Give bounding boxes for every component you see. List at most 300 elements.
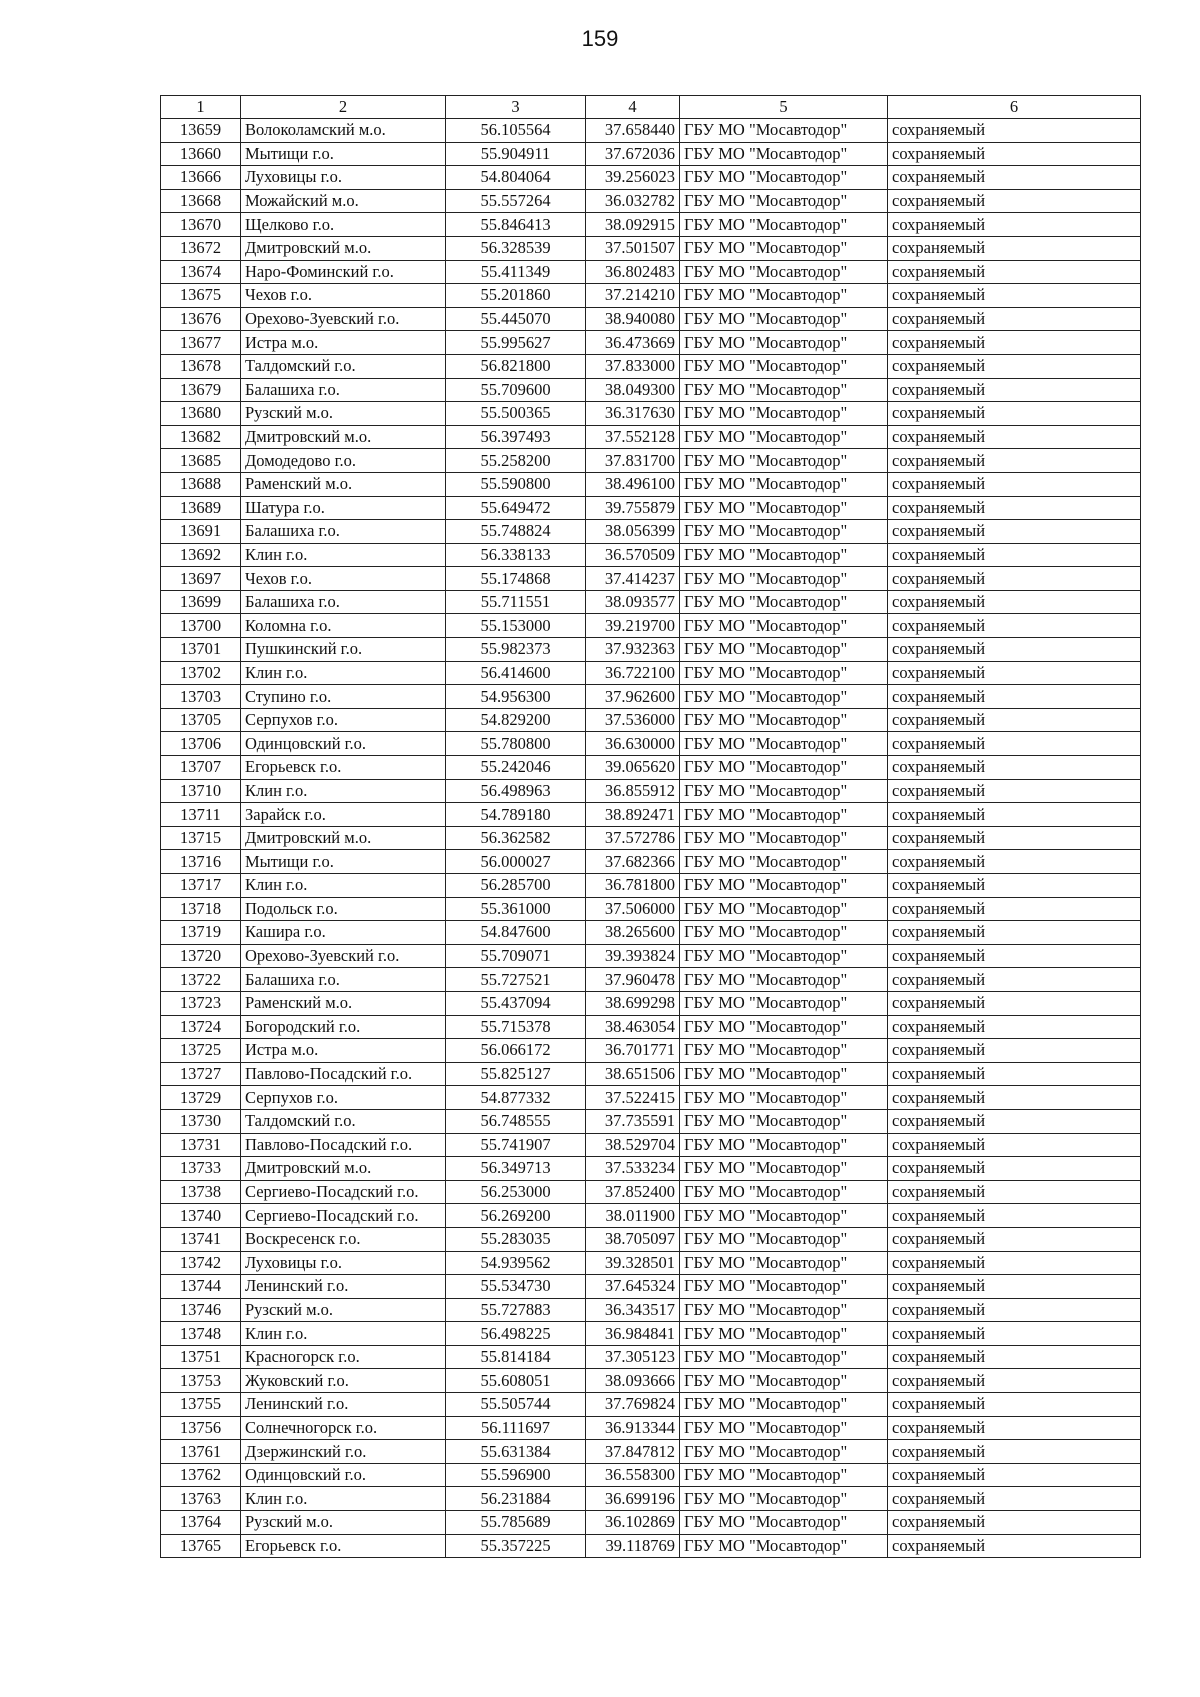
cell-latitude: 56.338133	[446, 543, 586, 567]
table-row	[161, 520, 1141, 544]
cell-organization: ГБУ МО "Мосавтодор"	[680, 1157, 888, 1181]
cell-status: сохраняемый	[888, 119, 1141, 143]
cell-organization: ГБУ МО "Мосавтодор"	[680, 1086, 888, 1110]
cell-municipality: Кашира г.о.	[241, 921, 446, 945]
cell-latitude: 55.505744	[446, 1393, 586, 1417]
cell-longitude: 38.265600	[586, 921, 680, 945]
cell-longitude: 37.672036	[586, 142, 680, 166]
cell-organization: ГБУ МО "Мосавтодор"	[680, 520, 888, 544]
cell-latitude: 54.847600	[446, 921, 586, 945]
cell-status: сохраняемый	[888, 425, 1141, 449]
cell-number: 13711	[161, 803, 241, 827]
cell-number: 13660	[161, 142, 241, 166]
cell-organization: ГБУ МО "Мосавтодор"	[680, 119, 888, 143]
table-header-row	[161, 96, 1141, 119]
cell-status: сохраняемый	[888, 1511, 1141, 1535]
cell-status: сохраняемый	[888, 614, 1141, 638]
cell-municipality: Талдомский г.о.	[241, 354, 446, 378]
column-header: 1	[161, 96, 241, 119]
cell-number: 13705	[161, 708, 241, 732]
cell-status: сохраняемый	[888, 520, 1141, 544]
cell-organization: ГБУ МО "Мосавтодор"	[680, 590, 888, 614]
cell-longitude: 39.393824	[586, 944, 680, 968]
cell-status: сохраняемый	[888, 1534, 1141, 1558]
table-row	[161, 1534, 1141, 1558]
cell-latitude: 56.349713	[446, 1157, 586, 1181]
cell-number: 13672	[161, 236, 241, 260]
cell-latitude: 56.253000	[446, 1180, 586, 1204]
cell-longitude: 36.630000	[586, 732, 680, 756]
cell-municipality: Рузский м.о.	[241, 1511, 446, 1535]
cell-status: сохраняемый	[888, 944, 1141, 968]
table-row	[161, 1109, 1141, 1133]
cell-longitude: 36.473669	[586, 331, 680, 355]
cell-municipality: Подольск г.о.	[241, 897, 446, 921]
cell-longitude: 36.781800	[586, 874, 680, 898]
cell-latitude: 55.411349	[446, 260, 586, 284]
table-row	[161, 567, 1141, 591]
cell-number: 13679	[161, 378, 241, 402]
cell-latitude: 55.785689	[446, 1511, 586, 1535]
cell-number: 13756	[161, 1416, 241, 1440]
cell-status: сохраняемый	[888, 213, 1141, 237]
cell-longitude: 38.092915	[586, 213, 680, 237]
cell-municipality: Клин г.о.	[241, 779, 446, 803]
cell-latitude: 56.285700	[446, 874, 586, 898]
table-row	[161, 732, 1141, 756]
table-row	[161, 543, 1141, 567]
cell-number: 13689	[161, 496, 241, 520]
cell-municipality: Жуковский г.о.	[241, 1369, 446, 1393]
cell-organization: ГБУ МО "Мосавтодор"	[680, 166, 888, 190]
cell-longitude: 38.496100	[586, 472, 680, 496]
table-row	[161, 1487, 1141, 1511]
cell-longitude: 36.102869	[586, 1511, 680, 1535]
cell-number: 13677	[161, 331, 241, 355]
cell-latitude: 55.361000	[446, 897, 586, 921]
cell-municipality: Луховицы г.о.	[241, 1251, 446, 1275]
table-row	[161, 378, 1141, 402]
cell-longitude: 38.011900	[586, 1204, 680, 1228]
cell-number: 13699	[161, 590, 241, 614]
cell-number: 13715	[161, 826, 241, 850]
cell-longitude: 38.529704	[586, 1133, 680, 1157]
table-row	[161, 449, 1141, 473]
cell-organization: ГБУ МО "Мосавтодор"	[680, 1015, 888, 1039]
table-row	[161, 803, 1141, 827]
cell-latitude: 55.590800	[446, 472, 586, 496]
cell-organization: ГБУ МО "Мосавтодор"	[680, 567, 888, 591]
cell-longitude: 36.558300	[586, 1463, 680, 1487]
cell-number: 13701	[161, 638, 241, 662]
cell-municipality: Балашиха г.о.	[241, 590, 446, 614]
cell-municipality: Чехов г.о.	[241, 567, 446, 591]
cell-longitude: 38.093577	[586, 590, 680, 614]
cell-latitude: 55.500365	[446, 402, 586, 426]
cell-organization: ГБУ МО "Мосавтодор"	[680, 1180, 888, 1204]
cell-municipality: Клин г.о.	[241, 874, 446, 898]
cell-latitude: 55.649472	[446, 496, 586, 520]
cell-latitude: 55.596900	[446, 1463, 586, 1487]
cell-status: сохраняемый	[888, 638, 1141, 662]
cell-organization: ГБУ МО "Мосавтодор"	[680, 1440, 888, 1464]
cell-number: 13724	[161, 1015, 241, 1039]
table-row	[161, 1393, 1141, 1417]
cell-latitude: 55.741907	[446, 1133, 586, 1157]
table-row	[161, 1463, 1141, 1487]
table-row	[161, 1180, 1141, 1204]
cell-municipality: Дзержинский г.о.	[241, 1440, 446, 1464]
table-row	[161, 1416, 1141, 1440]
cell-latitude: 55.995627	[446, 331, 586, 355]
cell-organization: ГБУ МО "Мосавтодор"	[680, 425, 888, 449]
cell-municipality: Балашиха г.о.	[241, 968, 446, 992]
cell-latitude: 56.397493	[446, 425, 586, 449]
cell-latitude: 56.269200	[446, 1204, 586, 1228]
cell-status: сохраняемый	[888, 236, 1141, 260]
cell-latitude: 55.242046	[446, 756, 586, 780]
cell-municipality: Дмитровский м.о.	[241, 425, 446, 449]
cell-latitude: 56.362582	[446, 826, 586, 850]
cell-status: сохраняемый	[888, 1015, 1141, 1039]
table-row	[161, 874, 1141, 898]
cell-municipality: Рузский м.о.	[241, 1298, 446, 1322]
cell-number: 13740	[161, 1204, 241, 1228]
cell-status: сохраняемый	[888, 1204, 1141, 1228]
cell-organization: ГБУ МО "Мосавтодор"	[680, 991, 888, 1015]
table-row	[161, 685, 1141, 709]
cell-longitude: 36.855912	[586, 779, 680, 803]
table-row	[161, 590, 1141, 614]
cell-organization: ГБУ МО "Мосавтодор"	[680, 921, 888, 945]
cell-organization: ГБУ МО "Мосавтодор"	[680, 213, 888, 237]
cell-status: сохраняемый	[888, 1322, 1141, 1346]
cell-longitude: 38.056399	[586, 520, 680, 544]
cell-number: 13765	[161, 1534, 241, 1558]
cell-latitude: 56.748555	[446, 1109, 586, 1133]
table-row	[161, 1511, 1141, 1535]
table-row	[161, 213, 1141, 237]
cell-latitude: 54.804064	[446, 166, 586, 190]
cell-longitude: 37.847812	[586, 1440, 680, 1464]
cell-status: сохраняемый	[888, 1275, 1141, 1299]
cell-organization: ГБУ МО "Мосавтодор"	[680, 378, 888, 402]
cell-municipality: Балашиха г.о.	[241, 520, 446, 544]
cell-organization: ГБУ МО "Мосавтодор"	[680, 944, 888, 968]
cell-status: сохраняемый	[888, 260, 1141, 284]
cell-longitude: 37.533234	[586, 1157, 680, 1181]
cell-longitude: 37.552128	[586, 425, 680, 449]
cell-organization: ГБУ МО "Мосавтодор"	[680, 1511, 888, 1535]
cell-number: 13697	[161, 567, 241, 591]
cell-number: 13741	[161, 1227, 241, 1251]
cell-municipality: Одинцовский г.о.	[241, 732, 446, 756]
cell-status: сохраняемый	[888, 1251, 1141, 1275]
cell-organization: ГБУ МО "Мосавтодор"	[680, 874, 888, 898]
cell-number: 13682	[161, 425, 241, 449]
cell-organization: ГБУ МО "Мосавтодор"	[680, 472, 888, 496]
cell-status: сохраняемый	[888, 1157, 1141, 1181]
cell-status: сохраняемый	[888, 449, 1141, 473]
cell-latitude: 56.105564	[446, 119, 586, 143]
cell-longitude: 36.984841	[586, 1322, 680, 1346]
cell-longitude: 39.219700	[586, 614, 680, 638]
cell-municipality: Ленинский г.о.	[241, 1275, 446, 1299]
cell-municipality: Орехово-Зуевский г.о.	[241, 307, 446, 331]
table-row	[161, 236, 1141, 260]
cell-municipality: Дмитровский м.о.	[241, 1157, 446, 1181]
cell-longitude: 37.735591	[586, 1109, 680, 1133]
cell-municipality: Шатура г.о.	[241, 496, 446, 520]
cell-latitude: 56.498963	[446, 779, 586, 803]
cell-status: сохраняемый	[888, 850, 1141, 874]
cell-latitude: 55.258200	[446, 449, 586, 473]
table-row	[161, 756, 1141, 780]
cell-number: 13764	[161, 1511, 241, 1535]
cell-latitude: 54.877332	[446, 1086, 586, 1110]
cell-longitude: 38.049300	[586, 378, 680, 402]
table-row	[161, 944, 1141, 968]
table-row	[161, 661, 1141, 685]
cell-longitude: 37.506000	[586, 897, 680, 921]
table-row	[161, 1086, 1141, 1110]
cell-municipality: Щелково г.о.	[241, 213, 446, 237]
cell-longitude: 37.305123	[586, 1345, 680, 1369]
cell-organization: ГБУ МО "Мосавтодор"	[680, 1322, 888, 1346]
cell-number: 13703	[161, 685, 241, 709]
cell-latitude: 55.557264	[446, 189, 586, 213]
cell-organization: ГБУ МО "Мосавтодор"	[680, 1487, 888, 1511]
table-row	[161, 1133, 1141, 1157]
table-row	[161, 425, 1141, 449]
cell-status: сохраняемый	[888, 567, 1141, 591]
cell-municipality: Клин г.о.	[241, 661, 446, 685]
cell-number: 13716	[161, 850, 241, 874]
cell-organization: ГБУ МО "Мосавтодор"	[680, 1534, 888, 1558]
cell-status: сохраняемый	[888, 1133, 1141, 1157]
cell-latitude: 55.780800	[446, 732, 586, 756]
cell-longitude: 36.032782	[586, 189, 680, 213]
cell-status: сохраняемый	[888, 1487, 1141, 1511]
column-header: 5	[680, 96, 888, 119]
cell-status: сохраняемый	[888, 307, 1141, 331]
cell-organization: ГБУ МО "Мосавтодор"	[680, 1062, 888, 1086]
cell-latitude: 54.829200	[446, 708, 586, 732]
cell-organization: ГБУ МО "Мосавтодор"	[680, 1039, 888, 1063]
cell-organization: ГБУ МО "Мосавтодор"	[680, 260, 888, 284]
cell-latitude: 56.821800	[446, 354, 586, 378]
column-header: 6	[888, 96, 1141, 119]
cell-organization: ГБУ МО "Мосавтодор"	[680, 968, 888, 992]
cell-latitude: 55.814184	[446, 1345, 586, 1369]
cell-status: сохраняемый	[888, 1369, 1141, 1393]
cell-number: 13738	[161, 1180, 241, 1204]
table-row	[161, 850, 1141, 874]
cell-status: сохраняемый	[888, 874, 1141, 898]
cell-organization: ГБУ МО "Мосавтодор"	[680, 826, 888, 850]
cell-municipality: Можайский м.о.	[241, 189, 446, 213]
cell-number: 13723	[161, 991, 241, 1015]
cell-number: 13678	[161, 354, 241, 378]
table-row	[161, 1369, 1141, 1393]
cell-number: 13753	[161, 1369, 241, 1393]
cell-latitude: 55.709600	[446, 378, 586, 402]
cell-number: 13751	[161, 1345, 241, 1369]
cell-latitude: 55.445070	[446, 307, 586, 331]
cell-municipality: Павлово-Посадский г.о.	[241, 1133, 446, 1157]
cell-latitude: 55.727883	[446, 1298, 586, 1322]
cell-number: 13700	[161, 614, 241, 638]
cell-number: 13692	[161, 543, 241, 567]
cell-organization: ГБУ МО "Мосавтодор"	[680, 1298, 888, 1322]
cell-latitude: 55.174868	[446, 567, 586, 591]
cell-number: 13717	[161, 874, 241, 898]
table-row	[161, 260, 1141, 284]
cell-organization: ГБУ МО "Мосавтодор"	[680, 708, 888, 732]
cell-longitude: 36.570509	[586, 543, 680, 567]
cell-status: сохраняемый	[888, 1039, 1141, 1063]
cell-latitude: 56.231884	[446, 1487, 586, 1511]
table-row	[161, 1440, 1141, 1464]
cell-municipality: Ленинский г.о.	[241, 1393, 446, 1417]
cell-latitude: 54.939562	[446, 1251, 586, 1275]
cell-longitude: 38.940080	[586, 307, 680, 331]
cell-latitude: 56.414600	[446, 661, 586, 685]
cell-municipality: Егорьевск г.о.	[241, 1534, 446, 1558]
cell-number: 13668	[161, 189, 241, 213]
cell-status: сохраняемый	[888, 685, 1141, 709]
cell-organization: ГБУ МО "Мосавтодор"	[680, 756, 888, 780]
cell-longitude: 38.463054	[586, 1015, 680, 1039]
cell-organization: ГБУ МО "Мосавтодор"	[680, 1369, 888, 1393]
cell-status: сохраняемый	[888, 189, 1141, 213]
cell-longitude: 38.699298	[586, 991, 680, 1015]
table-row	[161, 708, 1141, 732]
cell-status: сохраняемый	[888, 803, 1141, 827]
cell-status: сохраняемый	[888, 1086, 1141, 1110]
cell-organization: ГБУ МО "Мосавтодор"	[680, 496, 888, 520]
cell-latitude: 55.437094	[446, 991, 586, 1015]
cell-organization: ГБУ МО "Мосавтодор"	[680, 402, 888, 426]
cell-municipality: Дмитровский м.о.	[241, 826, 446, 850]
cell-status: сохраняемый	[888, 756, 1141, 780]
cell-municipality: Истра м.о.	[241, 1039, 446, 1063]
table-row	[161, 921, 1141, 945]
cell-status: сохраняемый	[888, 1393, 1141, 1417]
table-row	[161, 284, 1141, 308]
cell-longitude: 37.645324	[586, 1275, 680, 1299]
cell-municipality: Наро-Фоминский г.о.	[241, 260, 446, 284]
cell-number: 13676	[161, 307, 241, 331]
cell-status: сохраняемый	[888, 472, 1141, 496]
column-header: 3	[446, 96, 586, 119]
cell-municipality: Клин г.о.	[241, 543, 446, 567]
cell-status: сохраняемый	[888, 779, 1141, 803]
cell-number: 13680	[161, 402, 241, 426]
cell-longitude: 36.343517	[586, 1298, 680, 1322]
cell-latitude: 55.534730	[446, 1275, 586, 1299]
cell-longitude: 38.705097	[586, 1227, 680, 1251]
cell-status: сохраняемый	[888, 826, 1141, 850]
cell-municipality: Коломна г.о.	[241, 614, 446, 638]
cell-latitude: 55.748824	[446, 520, 586, 544]
table-row	[161, 1345, 1141, 1369]
cell-organization: ГБУ МО "Мосавтодор"	[680, 331, 888, 355]
cell-number: 13755	[161, 1393, 241, 1417]
cell-status: сохраняемый	[888, 166, 1141, 190]
cell-organization: ГБУ МО "Мосавтодор"	[680, 449, 888, 473]
table-row	[161, 1322, 1141, 1346]
cell-latitude: 55.709071	[446, 944, 586, 968]
cell-longitude: 39.065620	[586, 756, 680, 780]
cell-municipality: Истра м.о.	[241, 331, 446, 355]
cell-municipality: Клин г.о.	[241, 1487, 446, 1511]
table-row	[161, 638, 1141, 662]
cell-number: 13666	[161, 166, 241, 190]
cell-municipality: Одинцовский г.о.	[241, 1463, 446, 1487]
cell-organization: ГБУ МО "Мосавтодор"	[680, 732, 888, 756]
cell-municipality: Чехов г.о.	[241, 284, 446, 308]
cell-latitude: 54.956300	[446, 685, 586, 709]
table-row	[161, 897, 1141, 921]
cell-number: 13746	[161, 1298, 241, 1322]
cell-longitude: 38.651506	[586, 1062, 680, 1086]
cell-longitude: 36.722100	[586, 661, 680, 685]
cell-number: 13742	[161, 1251, 241, 1275]
cell-municipality: Талдомский г.о.	[241, 1109, 446, 1133]
cell-number: 13730	[161, 1109, 241, 1133]
table-row	[161, 189, 1141, 213]
cell-municipality: Рузский м.о.	[241, 402, 446, 426]
cell-municipality: Сергиево-Посадский г.о.	[241, 1180, 446, 1204]
cell-organization: ГБУ МО "Мосавтодор"	[680, 236, 888, 260]
registry-table	[160, 95, 1141, 1558]
cell-number: 13762	[161, 1463, 241, 1487]
cell-organization: ГБУ МО "Мосавтодор"	[680, 779, 888, 803]
cell-longitude: 37.831700	[586, 449, 680, 473]
table-row	[161, 826, 1141, 850]
cell-status: сохраняемый	[888, 1298, 1141, 1322]
cell-longitude: 36.701771	[586, 1039, 680, 1063]
cell-number: 13731	[161, 1133, 241, 1157]
cell-longitude: 39.118769	[586, 1534, 680, 1558]
cell-longitude: 36.699196	[586, 1487, 680, 1511]
cell-longitude: 37.852400	[586, 1180, 680, 1204]
cell-latitude: 55.715378	[446, 1015, 586, 1039]
cell-status: сохраняемый	[888, 708, 1141, 732]
cell-longitude: 37.572786	[586, 826, 680, 850]
cell-number: 13748	[161, 1322, 241, 1346]
cell-organization: ГБУ МО "Мосавтодор"	[680, 1204, 888, 1228]
cell-status: сохраняемый	[888, 543, 1141, 567]
cell-organization: ГБУ МО "Мосавтодор"	[680, 1133, 888, 1157]
cell-status: сохраняемый	[888, 1227, 1141, 1251]
column-header: 2	[241, 96, 446, 119]
cell-organization: ГБУ МО "Мосавтодор"	[680, 307, 888, 331]
cell-number: 13691	[161, 520, 241, 544]
cell-status: сохраняемый	[888, 1345, 1141, 1369]
cell-longitude: 37.833000	[586, 354, 680, 378]
cell-longitude: 36.802483	[586, 260, 680, 284]
cell-status: сохраняемый	[888, 968, 1141, 992]
table-row	[161, 142, 1141, 166]
cell-organization: ГБУ МО "Мосавтодор"	[680, 1463, 888, 1487]
cell-municipality: Богородский г.о.	[241, 1015, 446, 1039]
cell-status: сохраняемый	[888, 991, 1141, 1015]
table-row	[161, 1157, 1141, 1181]
cell-municipality: Красногорск г.о.	[241, 1345, 446, 1369]
table-row	[161, 614, 1141, 638]
